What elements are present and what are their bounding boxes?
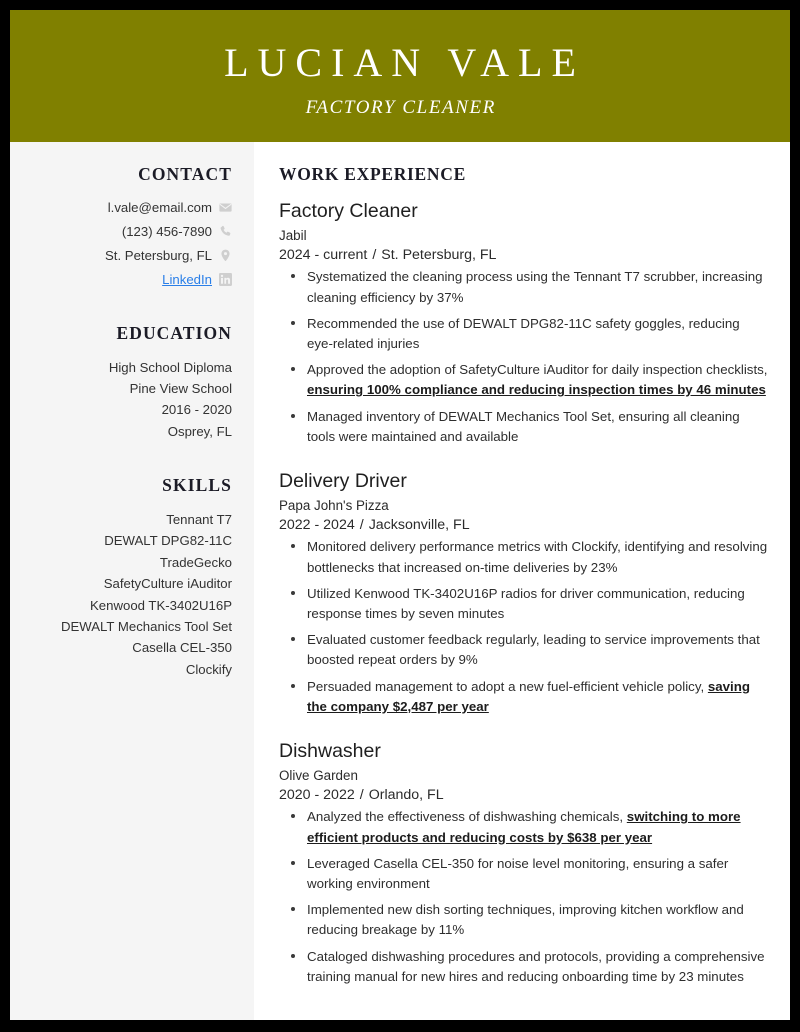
work-experience-heading: WORK EXPERIENCE xyxy=(279,164,466,184)
job-bullet xyxy=(307,677,768,717)
sidebar xyxy=(10,142,254,1020)
job-meta xyxy=(279,247,768,263)
envelope-icon xyxy=(219,201,232,214)
skill-item: DEWALT Mechanics Tool Set xyxy=(60,618,232,634)
job-title: Dishwasher xyxy=(279,740,381,762)
bullet-text: Systematized the cleaning process using the Tennant T7 scrubber, increasing cleaning efficiency by 37% xyxy=(307,269,763,305)
job-company: Olive Garden xyxy=(279,768,358,784)
education-line: Pine View School xyxy=(129,380,232,396)
job-meta-separator: / xyxy=(359,787,364,804)
job-bullet xyxy=(307,630,768,670)
job-meta-separator: / xyxy=(359,517,364,534)
education-list xyxy=(20,357,232,443)
bullet-text: Leveraged Casella CEL-350 for noise level monitoring, ensuring a safer working environment xyxy=(307,855,729,891)
job-bullet xyxy=(307,360,768,400)
contact-text: (123) 456-7890 xyxy=(121,224,212,240)
job-bullet xyxy=(307,807,768,847)
job-bullet xyxy=(307,947,768,987)
linkedin-link[interactable]: LinkedIn xyxy=(162,272,212,288)
education-line: 2016 - 2020 xyxy=(161,402,232,418)
main-content xyxy=(254,142,790,1020)
contact-text: l.vale@email.com xyxy=(107,200,212,215)
education-line: Osprey, FL xyxy=(167,423,232,439)
contact-list xyxy=(20,198,232,290)
job-bullet xyxy=(307,314,768,354)
job-dates: 2024 - current xyxy=(279,247,368,264)
resume-page xyxy=(10,10,790,1020)
job-bullet-list xyxy=(279,807,768,987)
job-title: Delivery Driver xyxy=(279,470,407,492)
candidate-name: LUCIAN VALE xyxy=(224,40,585,85)
skill-item: Tennant T7 xyxy=(166,512,232,528)
bullet-text: Approved the adoption of SafetyCulture iAuditor for daily inspection checklists, xyxy=(307,362,768,378)
job-location: Orlando, FL xyxy=(368,787,444,804)
resume-header xyxy=(10,10,790,142)
contact-section xyxy=(20,164,232,290)
skills-list xyxy=(20,509,232,680)
bullet-text: Managed inventory of DEWALT Mechanics Tool Set, ensuring all cleaning tools were maintained and available xyxy=(307,408,740,444)
job-location: St. Petersburg, FL xyxy=(381,247,497,264)
candidate-job-title: FACTORY CLEANER xyxy=(305,97,496,118)
contact-heading: CONTACT xyxy=(138,164,232,184)
job-title: Factory Cleaner xyxy=(279,200,418,222)
job-bullet xyxy=(307,537,768,577)
skill-item: Casella CEL-350 xyxy=(132,640,232,656)
contact-item xyxy=(20,246,232,265)
job-bullet xyxy=(307,407,768,447)
job-meta xyxy=(279,787,768,803)
linkedin-icon xyxy=(219,273,232,286)
job-entry xyxy=(279,739,768,987)
contact-item xyxy=(20,198,232,217)
job-bullet-list xyxy=(279,267,768,447)
bullet-text: Analyzed the effectiveness of dishwashing chemicals, xyxy=(307,809,627,825)
contact-text: St. Petersburg, FL xyxy=(104,248,212,264)
bullet-text: Cataloged dishwashing procedures and protocols, providing a comprehensive training manual for new hires and reducing onboarding time by 23 minutes xyxy=(307,948,765,984)
job-bullet-list xyxy=(279,537,768,717)
bullet-text: Evaluated customer feedback regularly, leading to service improvements that boosted repeat orders by 9% xyxy=(307,632,760,668)
skill-item: Kenwood TK-3402U16P xyxy=(90,597,232,613)
work-experience-list xyxy=(279,199,768,987)
job-company: Papa John's Pizza xyxy=(279,498,389,514)
job-entry xyxy=(279,199,768,447)
bullet-highlight: switching to more efficient products and reducing costs by $638 per year xyxy=(307,809,741,845)
job-meta-separator: / xyxy=(372,247,377,264)
job-company: Jabil xyxy=(279,228,307,244)
bullet-text: Recommended the use of DEWALT DPG82-11C safety goggles, reducing eye-related injuries xyxy=(307,315,740,351)
job-bullet xyxy=(307,584,768,624)
bullet-text: Implemented new dish sorting techniques, improving kitchen workflow and reducing breakage by 11% xyxy=(307,902,744,938)
job-bullet xyxy=(307,267,768,307)
skill-item: TradeGecko xyxy=(159,554,232,570)
job-meta xyxy=(279,517,768,533)
skills-heading: SKILLS xyxy=(162,475,232,496)
job-dates: 2022 - 2024 xyxy=(279,517,355,534)
location-pin-icon xyxy=(219,249,232,262)
job-bullet xyxy=(307,854,768,894)
skill-item: Clockify xyxy=(185,661,232,677)
job-dates: 2020 - 2022 xyxy=(279,787,355,804)
bullet-highlight: saving the company $2,487 per year xyxy=(307,678,750,714)
bullet-text: Utilized Kenwood TK-3402U16P radios for driver communication, reducing response times by seven minutes xyxy=(307,585,745,621)
phone-icon xyxy=(219,225,232,238)
job-location: Jacksonville, FL xyxy=(368,517,470,534)
bullet-highlight: ensuring 100% compliance and reducing inspection times by 46 minutes xyxy=(307,382,766,398)
contact-item xyxy=(20,222,232,241)
education-line: High School Diploma xyxy=(108,359,232,375)
job-entry xyxy=(279,469,768,717)
education-section xyxy=(20,323,232,443)
education-heading: EDUCATION xyxy=(116,322,232,343)
job-bullet xyxy=(307,900,768,940)
resume-body xyxy=(10,142,790,1020)
bullet-text: Monitored delivery performance metrics with Clockify, identifying and resolving bottlenecks that increased on-time deliveries by 23% xyxy=(307,539,768,575)
skill-item: SafetyCulture iAuditor xyxy=(103,576,232,592)
contact-item[interactable] xyxy=(20,270,232,289)
bullet-text: Persuaded management to adopt a new fuel-efficient vehicle policy, xyxy=(307,678,708,694)
skill-item: DEWALT DPG82-11C xyxy=(104,533,232,549)
skills-section xyxy=(20,475,232,680)
